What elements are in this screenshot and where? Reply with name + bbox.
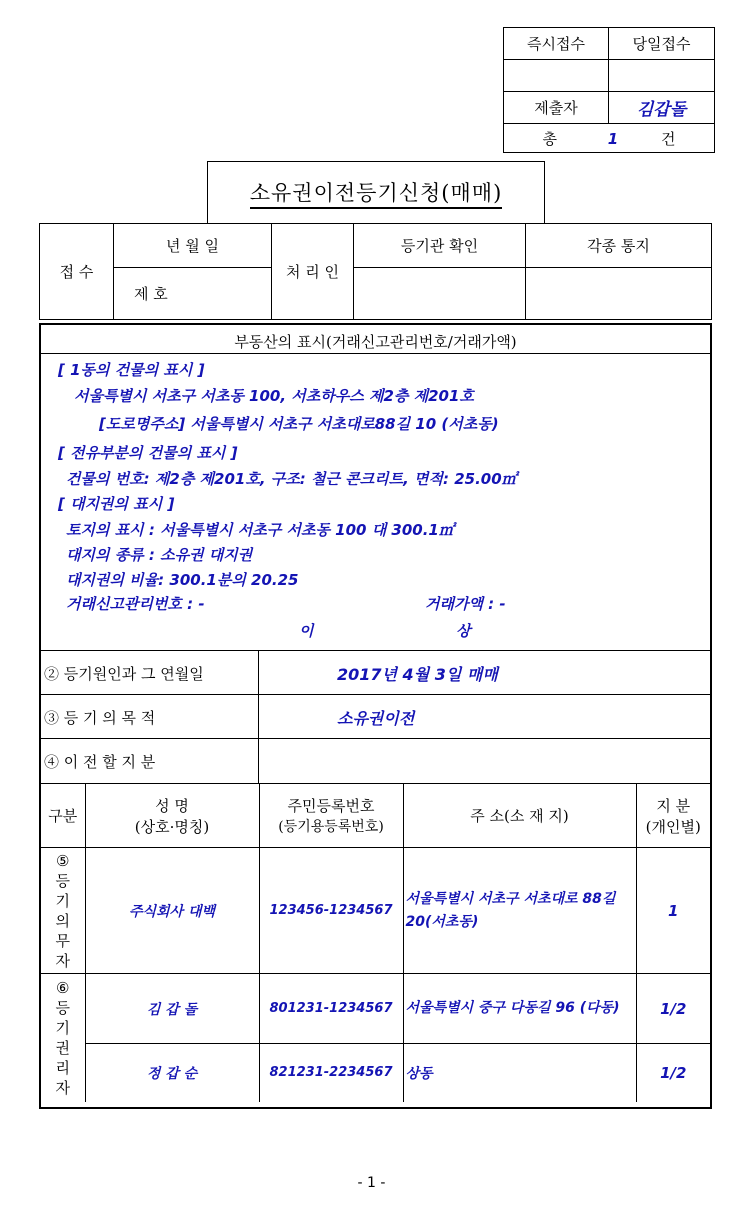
obligor-label-char: 무 bbox=[55, 931, 70, 950]
obligor-id: 123456-1234567 bbox=[259, 848, 403, 974]
processor-label: 처 리 인 bbox=[272, 224, 354, 320]
obligor-share: 1 bbox=[636, 848, 710, 974]
purpose-label: ③ 등 기 의 목 적 bbox=[41, 695, 259, 739]
purpose-row bbox=[41, 694, 710, 739]
unit-heading: [ 전유부분의 건물의 표시 ] bbox=[58, 444, 238, 462]
purpose-value: 소유권이전 bbox=[337, 708, 415, 728]
page-number: - 1 - bbox=[357, 1175, 386, 1191]
holder-label-char: ⑥ bbox=[56, 978, 70, 997]
category-header: 구분 bbox=[41, 784, 85, 848]
notices-label: 각종 통지 bbox=[526, 224, 712, 268]
holder-label bbox=[41, 974, 85, 1102]
document-title bbox=[207, 161, 545, 223]
cause-value: 2017년 4월 3일 매매 bbox=[337, 664, 498, 684]
total-count-row bbox=[504, 124, 715, 153]
immediate-receipt-cell bbox=[504, 60, 609, 92]
submitter-label: 제출자 bbox=[504, 92, 609, 124]
obligor-name: 주식회사 대백 bbox=[85, 848, 259, 974]
share-value bbox=[299, 739, 337, 784]
share-label: ④ 이 전 할 지 분 bbox=[41, 739, 259, 784]
share-header-line2: (개인별) bbox=[645, 817, 701, 836]
share-header bbox=[636, 784, 710, 848]
holder-id: 821231-2234567 bbox=[259, 1044, 403, 1102]
road-address: [도로명주소] 서울특별시 서초구 서초대로88길 10 (서초동) bbox=[99, 415, 499, 433]
obligor-address: 서울특별시 서초구 서초대로 88길 20(서초동) bbox=[403, 848, 636, 974]
property-header-divider bbox=[41, 353, 710, 354]
holder-name: 정 갑 순 bbox=[85, 1044, 259, 1102]
unit-detail: 건물의 번호: 제2층 제201호, 구조: 철근 콘크리트, 면적: 25.00㎡ bbox=[66, 470, 517, 488]
registrar-check-label: 등기관 확인 bbox=[354, 224, 526, 268]
holder-name: 김 갑 돌 bbox=[85, 974, 259, 1044]
registrar-check-cell bbox=[354, 268, 526, 320]
cause-label: ② 등기원인과 그 연월일 bbox=[41, 651, 259, 695]
receipt-type-box bbox=[503, 27, 715, 153]
party-table bbox=[41, 783, 710, 1102]
obligor-label-char: 자 bbox=[55, 951, 70, 970]
building-address: 서울특별시 서초구 서초동 100, 서초하우스 제2층 제201호 bbox=[74, 387, 474, 405]
cause-row bbox=[41, 650, 710, 695]
holder-address: 상동 bbox=[403, 1044, 636, 1102]
id-header bbox=[259, 784, 403, 848]
property-header: 부동산의 표시(거래신고관리번호/거래가액) bbox=[234, 333, 517, 351]
obligor-label-char: 기 bbox=[55, 891, 70, 910]
holder-id: 801231-1234567 bbox=[259, 974, 403, 1044]
obligor-label-char: 등 bbox=[55, 871, 70, 890]
share-header-line1: 지 분 bbox=[656, 796, 691, 815]
reception-label: 접 수 bbox=[40, 224, 114, 320]
holder-share: 1/2 bbox=[636, 974, 710, 1044]
land-heading: [ 대지권의 표시 ] bbox=[58, 495, 175, 513]
obligor-label bbox=[41, 848, 85, 974]
same-day-receipt-cell bbox=[609, 60, 715, 92]
total-prefix: 총 bbox=[542, 129, 557, 148]
report-number: 거래신고관리번호 : - bbox=[66, 595, 205, 613]
total-count: 1 bbox=[607, 129, 619, 148]
document-title-text: 소유권이전등기신청(매매) bbox=[250, 177, 503, 209]
name-header-line2: (상호·명칭) bbox=[134, 817, 210, 836]
name-header bbox=[85, 784, 259, 848]
end-marker-right: 상 bbox=[456, 622, 471, 640]
building-heading: [ 1동의 건물의 표시 ] bbox=[58, 361, 205, 379]
holder-label-char: 등 bbox=[55, 998, 70, 1017]
notices-cell bbox=[526, 268, 712, 320]
holder-label-char: 기 bbox=[55, 1018, 70, 1037]
obligor-label-char: ⑤ bbox=[56, 851, 70, 870]
land-type: 대지의 종류 : 소유권 대지권 bbox=[66, 546, 253, 564]
reception-number-label: 제 호 bbox=[114, 268, 272, 320]
reception-table bbox=[39, 223, 712, 320]
immediate-receipt-header: 즉시접수 bbox=[504, 28, 609, 60]
holder-label-char: 권 bbox=[55, 1038, 70, 1057]
total-suffix: 건 bbox=[661, 129, 676, 148]
trade-price: 거래가액 : - bbox=[425, 595, 506, 613]
same-day-receipt-header: 당일접수 bbox=[609, 28, 715, 60]
submitter-name: 김갑돌 bbox=[609, 92, 715, 124]
id-header-line1: 주민등록번호 bbox=[287, 797, 375, 815]
share-row bbox=[41, 738, 710, 784]
land-ratio: 대지권의 비율: 300.1분의 20.25 bbox=[66, 571, 299, 589]
holder-label-char: 리 bbox=[55, 1058, 70, 1077]
holder-label-char: 자 bbox=[55, 1078, 70, 1097]
obligor-label-char: 의 bbox=[55, 911, 70, 930]
end-marker-left: 이 bbox=[299, 622, 314, 640]
holder-share: 1/2 bbox=[636, 1044, 710, 1102]
land-detail: 토지의 표시 : 서울특별시 서초구 서초동 100 대 300.1㎡ bbox=[66, 521, 454, 539]
name-header-line1: 성 명 bbox=[155, 796, 189, 815]
holder-address: 서울특별시 중구 다동길 96 (다동) bbox=[403, 974, 636, 1044]
id-header-line2: (등기용등록번호) bbox=[278, 819, 384, 835]
property-section bbox=[41, 325, 710, 650]
address-header: 주 소(소 재 지) bbox=[403, 784, 636, 848]
reception-date-label: 년 월 일 bbox=[114, 224, 272, 268]
